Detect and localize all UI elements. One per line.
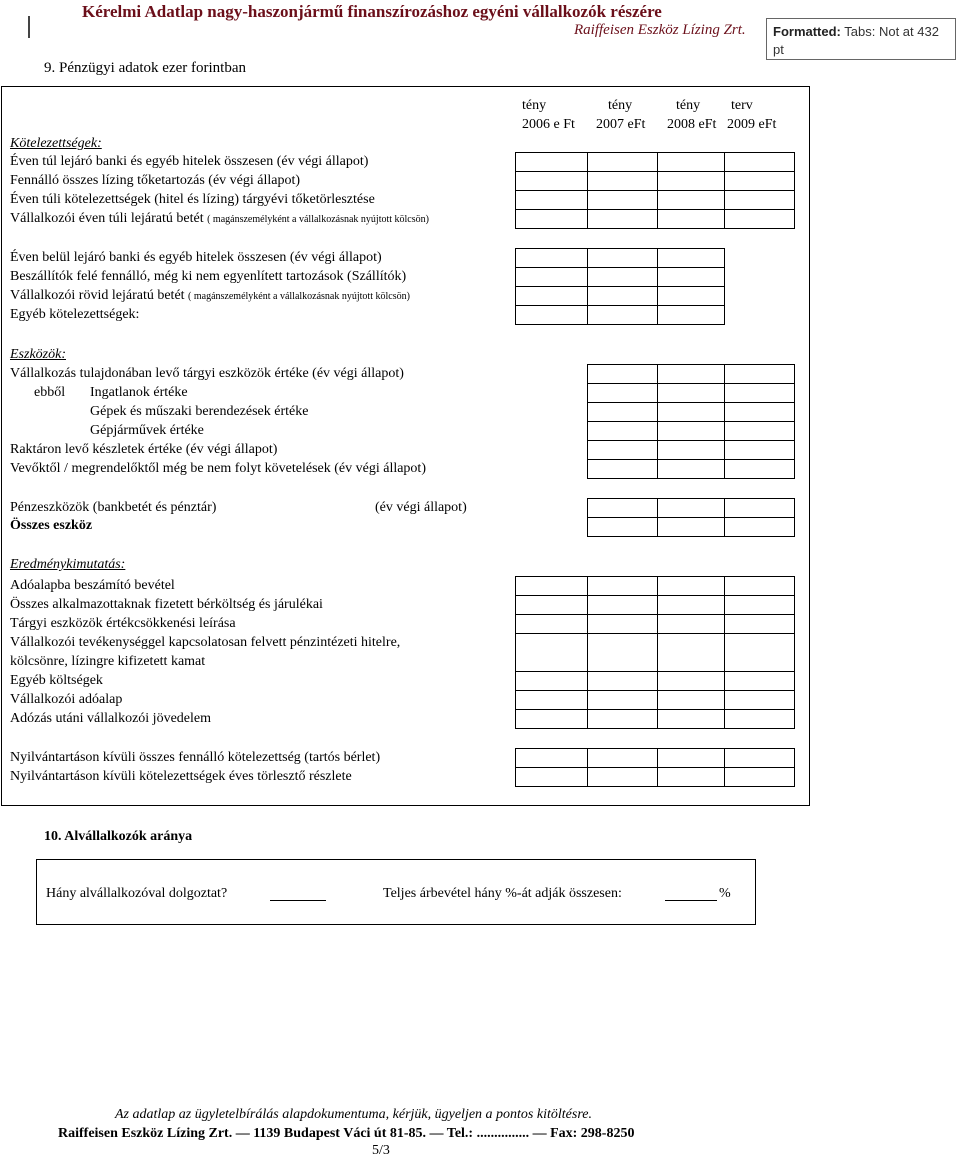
input-cell[interactable] [724, 383, 795, 403]
footer-note: Az adatlap az ügyletelbírálás alapdokumentuma, kérjük, ügyeljen a pontos kitöltésre. [115, 1107, 592, 1122]
input-cell[interactable] [724, 576, 795, 596]
liabilities-heading: Kötelezettségek: [10, 136, 102, 151]
input-cell[interactable] [587, 209, 658, 229]
input-cell[interactable] [657, 286, 725, 306]
revenue-share-label: Teljes árbevétel hány %-át adják összesen: [383, 886, 622, 901]
input-cell[interactable] [657, 671, 725, 691]
input-cell[interactable] [587, 748, 658, 768]
section-10-heading: 10. Alvállalkozók aránya [44, 829, 193, 844]
input-cell[interactable] [724, 595, 795, 615]
row-interest-line2: kölcsönre, lízingre kifizetett kamat [10, 654, 206, 669]
row-vehicles: Gépjárművek értéke [90, 423, 204, 438]
percent-sign: % [719, 886, 731, 901]
revision-bar [28, 16, 30, 38]
input-cell[interactable] [724, 690, 795, 710]
row-cash-period: (év végi állapot) [375, 500, 467, 515]
row-suppliers: Beszállítók felé fennálló, még ki nem egyenlített tartozások (Szállítók) [10, 269, 407, 284]
row-receivables: Vevőktől / megrendelőktől még be nem folyt követelések (év végi állapot) [10, 461, 426, 476]
input-cell[interactable] [515, 305, 588, 325]
input-cell[interactable] [515, 576, 588, 596]
input-cell[interactable] [724, 633, 795, 672]
input-cell[interactable] [657, 171, 725, 191]
input-cell[interactable] [724, 748, 795, 768]
row-long-term-deposit-label: Vállalkozói éven túli lejáratú betét [10, 211, 204, 226]
form-title: Kérelmi Adatlap nagy-haszonjármű finanszírozáshoz egyéni vállalkozók részére [82, 2, 662, 21]
comment-label: Formatted: [773, 24, 841, 39]
row-inventory: Raktáron levő készletek értéke (év végi állapot) [10, 442, 278, 457]
row-off-balance-liabilities: Nyilvántartáson kívüli összes fennálló kötelezettség (tartós bérlet) [10, 750, 381, 765]
input-cell[interactable] [657, 305, 725, 325]
input-cell[interactable] [587, 767, 658, 787]
input-cell[interactable] [657, 709, 725, 729]
col-2009-year: 2009 eFt [727, 117, 777, 132]
input-cell[interactable] [587, 690, 658, 710]
input-cell[interactable] [657, 614, 725, 634]
input-cell[interactable] [657, 633, 725, 672]
input-cell[interactable] [657, 248, 725, 268]
row-net-income: Adózás utáni vállalkozói jövedelem [10, 711, 211, 726]
input-cell[interactable] [515, 671, 588, 691]
input-cell[interactable] [587, 402, 658, 422]
input-cell[interactable] [587, 171, 658, 191]
input-cell[interactable] [724, 517, 795, 537]
input-cell[interactable] [587, 364, 658, 384]
input-cell[interactable] [587, 248, 658, 268]
row-total-assets: Összes eszköz [10, 518, 93, 533]
row-of-which: ebből [34, 385, 66, 400]
input-cell[interactable] [724, 152, 795, 172]
input-cell[interactable] [657, 402, 725, 422]
input-cell[interactable] [724, 671, 795, 691]
input-cell[interactable] [587, 421, 658, 441]
row-short-term-deposit [10, 288, 410, 304]
row-real-estate: Ingatlanok értéke [90, 385, 188, 400]
input-cell[interactable] [515, 748, 588, 768]
input-cell[interactable] [587, 633, 658, 672]
col-2008-year: 2008 eFt [667, 117, 717, 132]
col-2007-type: tény [608, 98, 633, 113]
row-revenue: Adóalapba beszámító bevétel [10, 578, 175, 593]
formatting-comment[interactable] [766, 18, 956, 60]
input-cell[interactable] [587, 383, 658, 403]
row-depreciation: Tárgyi eszközök értékcsökkenési leírása [10, 616, 236, 631]
row-leasing-debt: Fennálló összes lízing tőketartozás (év végi állapot) [10, 173, 301, 188]
income-heading: Eredménykimutatás: [10, 557, 126, 572]
input-cell[interactable] [587, 152, 658, 172]
input-cell[interactable] [657, 748, 725, 768]
input-cell[interactable] [515, 633, 588, 672]
input-cell[interactable] [515, 595, 588, 615]
input-cell[interactable] [657, 595, 725, 615]
input-cell[interactable] [587, 576, 658, 596]
col-2006-type: tény [522, 98, 547, 113]
input-cell[interactable] [657, 421, 725, 441]
input-cell[interactable] [587, 440, 658, 460]
input-cell[interactable] [657, 152, 725, 172]
input-cell[interactable] [724, 767, 795, 787]
input-cell[interactable] [587, 498, 658, 518]
row-fixed-assets: Vállalkozás tulajdonában levő tárgyi eszközök értéke (év végi állapot) [10, 366, 404, 381]
row-short-term-deposit-label: Vállalkozói rövid lejáratú betét [10, 288, 185, 303]
input-cell[interactable] [724, 498, 795, 518]
row-long-term-loans: Éven túl lejáró banki és egyéb hitelek összesen (év végi állapot) [10, 154, 369, 169]
input-cell[interactable] [515, 709, 588, 729]
section-9-heading: 9. Pénzügyi adatok ezer forintban [44, 60, 247, 76]
row-long-term-deposit-note: ( magánszemélyként a vállalkozásnak nyújtott kölcsön) [207, 214, 429, 225]
row-principal-repayment: Éven túli kötelezettségek (hitel és lízing) tárgyévi tőketörlesztése [10, 192, 375, 207]
input-cell[interactable] [724, 171, 795, 191]
input-cell[interactable] [657, 364, 725, 384]
input-cell[interactable] [657, 498, 725, 518]
input-cell[interactable] [724, 709, 795, 729]
input-cell[interactable] [724, 209, 795, 229]
input-cell[interactable] [724, 440, 795, 460]
input-cell[interactable] [515, 614, 588, 634]
subcontractor-count-label: Hány alvállalkozóval dolgoztat? [46, 886, 228, 901]
input-cell[interactable] [657, 190, 725, 210]
input-cell[interactable] [515, 248, 588, 268]
comment-text: Tabs: Not at 432 pt [773, 24, 939, 57]
input-cell[interactable] [587, 190, 658, 210]
input-cell[interactable] [657, 576, 725, 596]
input-cell[interactable] [515, 690, 588, 710]
col-2009-type: terv [731, 98, 753, 113]
row-off-balance-installments: Nyilvántartáson kívüli kötelezettségek éves törlesztő részlete [10, 769, 352, 784]
row-machinery: Gépek és műszaki berendezések értéke [90, 404, 309, 419]
row-cash: Pénzeszközök (bankbetét és pénztár) [10, 500, 217, 515]
revenue-share-input[interactable] [665, 900, 717, 901]
col-2007-year: 2007 eFt [596, 117, 646, 132]
input-cell[interactable] [587, 614, 658, 634]
input-cell[interactable] [587, 305, 658, 325]
page-number: 5/3 [372, 1143, 390, 1158]
row-payroll: Összes alkalmazottaknak fizetett bérköltség és járulékai [10, 597, 323, 612]
input-cell[interactable] [657, 209, 725, 229]
row-other-costs: Egyéb költségek [10, 673, 103, 688]
input-cell[interactable] [515, 286, 588, 306]
col-2006-year: 2006 e Ft [522, 117, 575, 132]
subcontractor-count-input[interactable] [270, 900, 326, 901]
input-cell[interactable] [515, 209, 588, 229]
input-cell[interactable] [587, 709, 658, 729]
row-interest-line1: Vállalkozói tevékenységgel kapcsolatosan felvett pénzintézeti hitelre, [10, 635, 401, 650]
footer-address: Raiffeisen Eszköz Lízing Zrt. — 1139 Budapest Váci út 81-85. — Tel.: ............... — Fax: 298-8250 [58, 1126, 635, 1141]
row-long-term-deposit [10, 211, 429, 227]
row-short-term-deposit-note: ( magánszemélyként a vállalkozásnak nyújtott kölcsön) [188, 291, 410, 302]
row-other-liabilities: Egyéb kötelezettségek: [10, 307, 140, 322]
input-cell[interactable] [515, 152, 588, 172]
col-2008-type: tény [676, 98, 701, 113]
input-cell[interactable] [587, 459, 658, 479]
input-cell[interactable] [515, 190, 588, 210]
input-cell[interactable] [724, 190, 795, 210]
input-cell[interactable] [657, 767, 725, 787]
input-cell[interactable] [657, 459, 725, 479]
input-cell[interactable] [724, 402, 795, 422]
input-cell[interactable] [587, 267, 658, 287]
input-cell[interactable] [724, 364, 795, 384]
input-cell[interactable] [587, 671, 658, 691]
input-cell[interactable] [515, 267, 588, 287]
input-cell[interactable] [515, 767, 588, 787]
input-cell[interactable] [587, 286, 658, 306]
input-cell[interactable] [724, 614, 795, 634]
assets-heading: Eszközök: [10, 347, 66, 362]
input-cell[interactable] [587, 517, 658, 537]
header-company: Raiffeisen Eszköz Lízing Zrt. [574, 22, 746, 38]
input-cell[interactable] [724, 421, 795, 441]
input-cell[interactable] [657, 517, 725, 537]
row-tax-base: Vállalkozói adóalap [10, 692, 123, 707]
input-cell[interactable] [657, 440, 725, 460]
input-cell[interactable] [657, 267, 725, 287]
input-cell[interactable] [657, 383, 725, 403]
input-cell[interactable] [515, 171, 588, 191]
input-cell[interactable] [587, 595, 658, 615]
input-cell[interactable] [657, 690, 725, 710]
row-short-term-loans: Éven belül lejáró banki és egyéb hitelek összesen (év végi állapot) [10, 250, 382, 265]
input-cell[interactable] [724, 459, 795, 479]
